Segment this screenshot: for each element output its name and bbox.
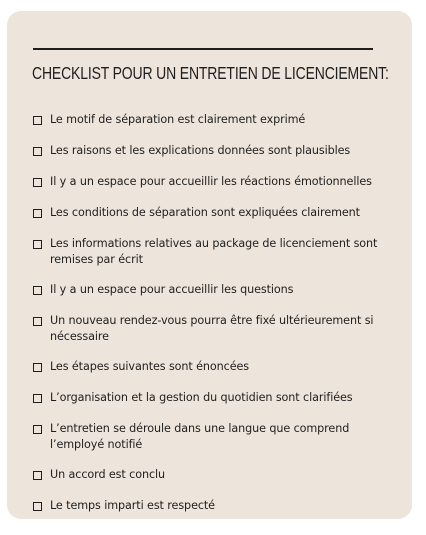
checkbox[interactable] <box>33 394 42 403</box>
checklist-item[interactable] <box>33 313 393 345</box>
checklist-item-label: L’organisation et la gestion du quotidien sont clarifiées <box>50 391 353 404</box>
checkbox[interactable] <box>33 240 42 249</box>
checklist-item-label: Il y a un espace pour accueillir les réactions émotionnelles <box>50 175 372 188</box>
checklist-item-label: Il y a un espace pour accueillir les questions <box>50 283 294 296</box>
checklist-item-label: Le temps imparti est respecté <box>50 499 215 512</box>
checkbox[interactable] <box>33 363 42 372</box>
checklist-item-label: L’entretien se déroule dans une langue que comprend l’employé notifié <box>50 422 350 451</box>
checkbox[interactable] <box>33 425 42 434</box>
checklist-item-label: Un nouveau rendez-vous pourra être fixé ultérieurement si nécessaire <box>50 314 374 343</box>
checklist-item-label: Les étapes suivantes sont énoncées <box>50 360 250 373</box>
checkbox[interactable] <box>33 147 42 156</box>
checklist-item[interactable] <box>33 282 393 298</box>
checkbox[interactable] <box>33 178 42 187</box>
checklist-item-label: Un accord est conclu <box>50 468 165 481</box>
checklist-item[interactable] <box>33 467 393 483</box>
checklist-item[interactable] <box>33 421 393 453</box>
checklist-item-label: Les raisons et les explications données sont plausibles <box>50 144 351 157</box>
checklist-item[interactable] <box>33 236 393 268</box>
checkbox[interactable] <box>33 471 42 480</box>
checkbox[interactable] <box>33 502 42 511</box>
checklist-item[interactable] <box>33 205 393 221</box>
checklist-item[interactable] <box>33 359 393 375</box>
checklist-item-label: Les informations relatives au package de licenciement sont remises par écrit <box>50 237 378 266</box>
checklist-card <box>7 11 412 519</box>
checklist-item-label: Les conditions de séparation sont expliquées clairement <box>50 206 360 219</box>
checkbox[interactable] <box>33 209 42 218</box>
checklist-item[interactable] <box>33 112 393 128</box>
checklist-title: CHECKLIST POUR UN ENTRETIEN DE LICENCIEMENT: <box>32 63 389 83</box>
title-rule <box>33 48 373 50</box>
checklist-item-label: Le motif de séparation est clairement exprimé <box>50 113 306 126</box>
checklist-item[interactable] <box>33 390 393 406</box>
checklist-item[interactable] <box>33 143 393 159</box>
checklist <box>33 112 393 529</box>
checklist-item[interactable] <box>33 498 393 514</box>
checkbox[interactable] <box>33 286 42 295</box>
checkbox[interactable] <box>33 116 42 125</box>
checkbox[interactable] <box>33 317 42 326</box>
checklist-item[interactable] <box>33 174 393 190</box>
